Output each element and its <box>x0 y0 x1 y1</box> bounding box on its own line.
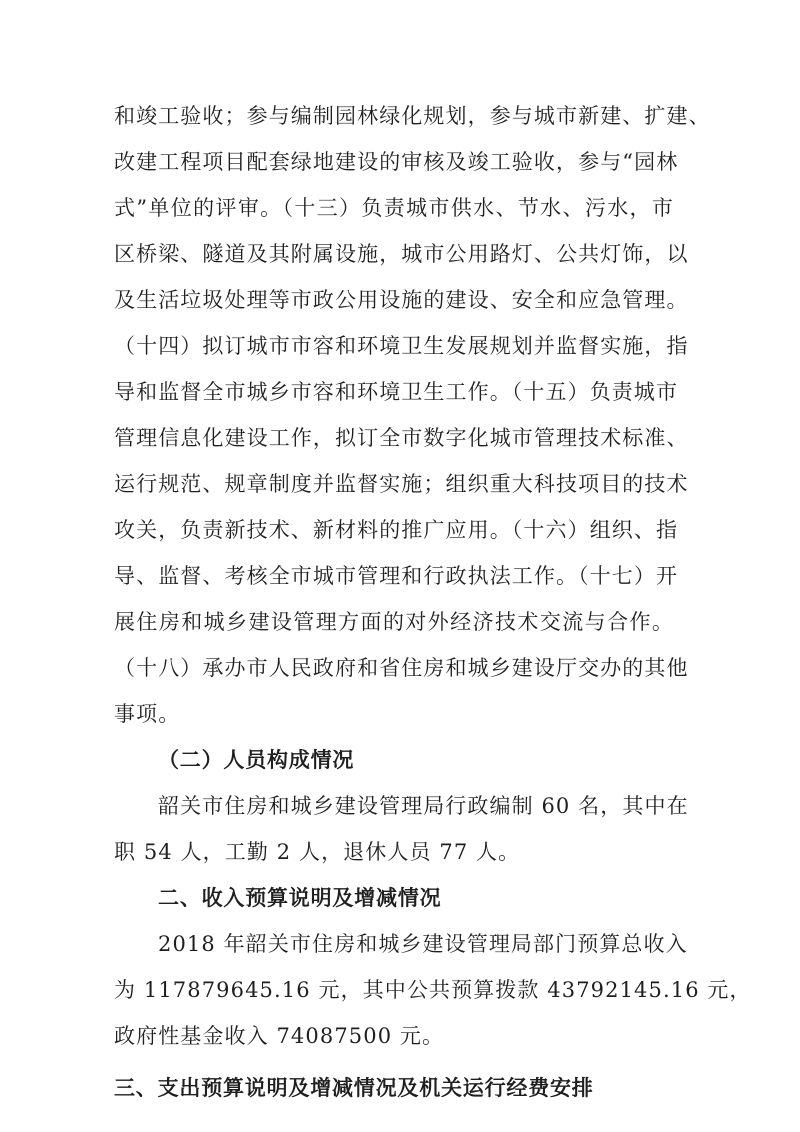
heading-income-budget: 二、收入预算说明及增减情况 <box>158 886 442 910</box>
body-line-9: 运行规范、规章制度并监督实施；组织重大科技项目的技术 <box>114 472 689 496</box>
body-line-2: 改建工程项目配套绿地建设的审核及竣工验收，参与“园林 <box>114 150 679 174</box>
body-line-5: 及生活垃圾处理等市政公用设施的建设、安全和应急管理。 <box>114 288 689 312</box>
body-line-4: 区桥梁、隧道及其附属设施，城市公用路灯、公共灯饰，以 <box>114 242 689 266</box>
body-line-11: 导、监督、考核全市城市管理和行政执法工作。（十七）开 <box>114 564 679 588</box>
body-line-13: （十八）承办市人民政府和省住房和城乡建设厅交办的其他 <box>114 656 689 680</box>
heading-staff-composition: （二）人员构成情况 <box>158 748 355 772</box>
body-line-12: 展住房和城乡建设管理方面的对外经济技术交流与合作。 <box>114 610 674 634</box>
body-line-8: 管理信息化建设工作，拟订全市数字化城市管理技术标准、 <box>114 426 689 450</box>
staff-line-1: 韶关市住房和城乡建设管理局行政编制 60 名，其中在 <box>158 794 689 818</box>
body-line-7: 导和监督全市城乡市容和环境卫生工作。（十五）负责城市 <box>114 380 679 404</box>
staff-line-2: 职 54 人，工勤 2 人，退休人员 77 人。 <box>114 840 521 864</box>
body-line-14: 事项。 <box>114 702 181 726</box>
body-line-1: 和竣工验收；参与编制园林绿化规划，参与城市新建、扩建、 <box>114 104 711 128</box>
income-line-2: 为 117879645.16 元，其中公共预算拨款 43792145.16 元， <box>114 978 752 1002</box>
heading-expense-budget: 三、支出预算说明及增减情况及机关运行经费安排 <box>114 1076 594 1100</box>
income-line-1: 2018 年韶关市住房和城乡建设管理局部门预算总收入 <box>158 932 688 956</box>
body-line-6: （十四）拟订城市市容和环境卫生发展规划并监督实施，指 <box>114 334 689 358</box>
income-line-3: 政府性基金收入 74087500 元。 <box>114 1024 445 1048</box>
body-line-3: 式”单位的评审。（十三）负责城市供水、节水、污水，市 <box>114 196 674 220</box>
body-line-10: 攻关，负责新技术、新材料的推广应用。（十六）组织、指 <box>114 518 679 542</box>
